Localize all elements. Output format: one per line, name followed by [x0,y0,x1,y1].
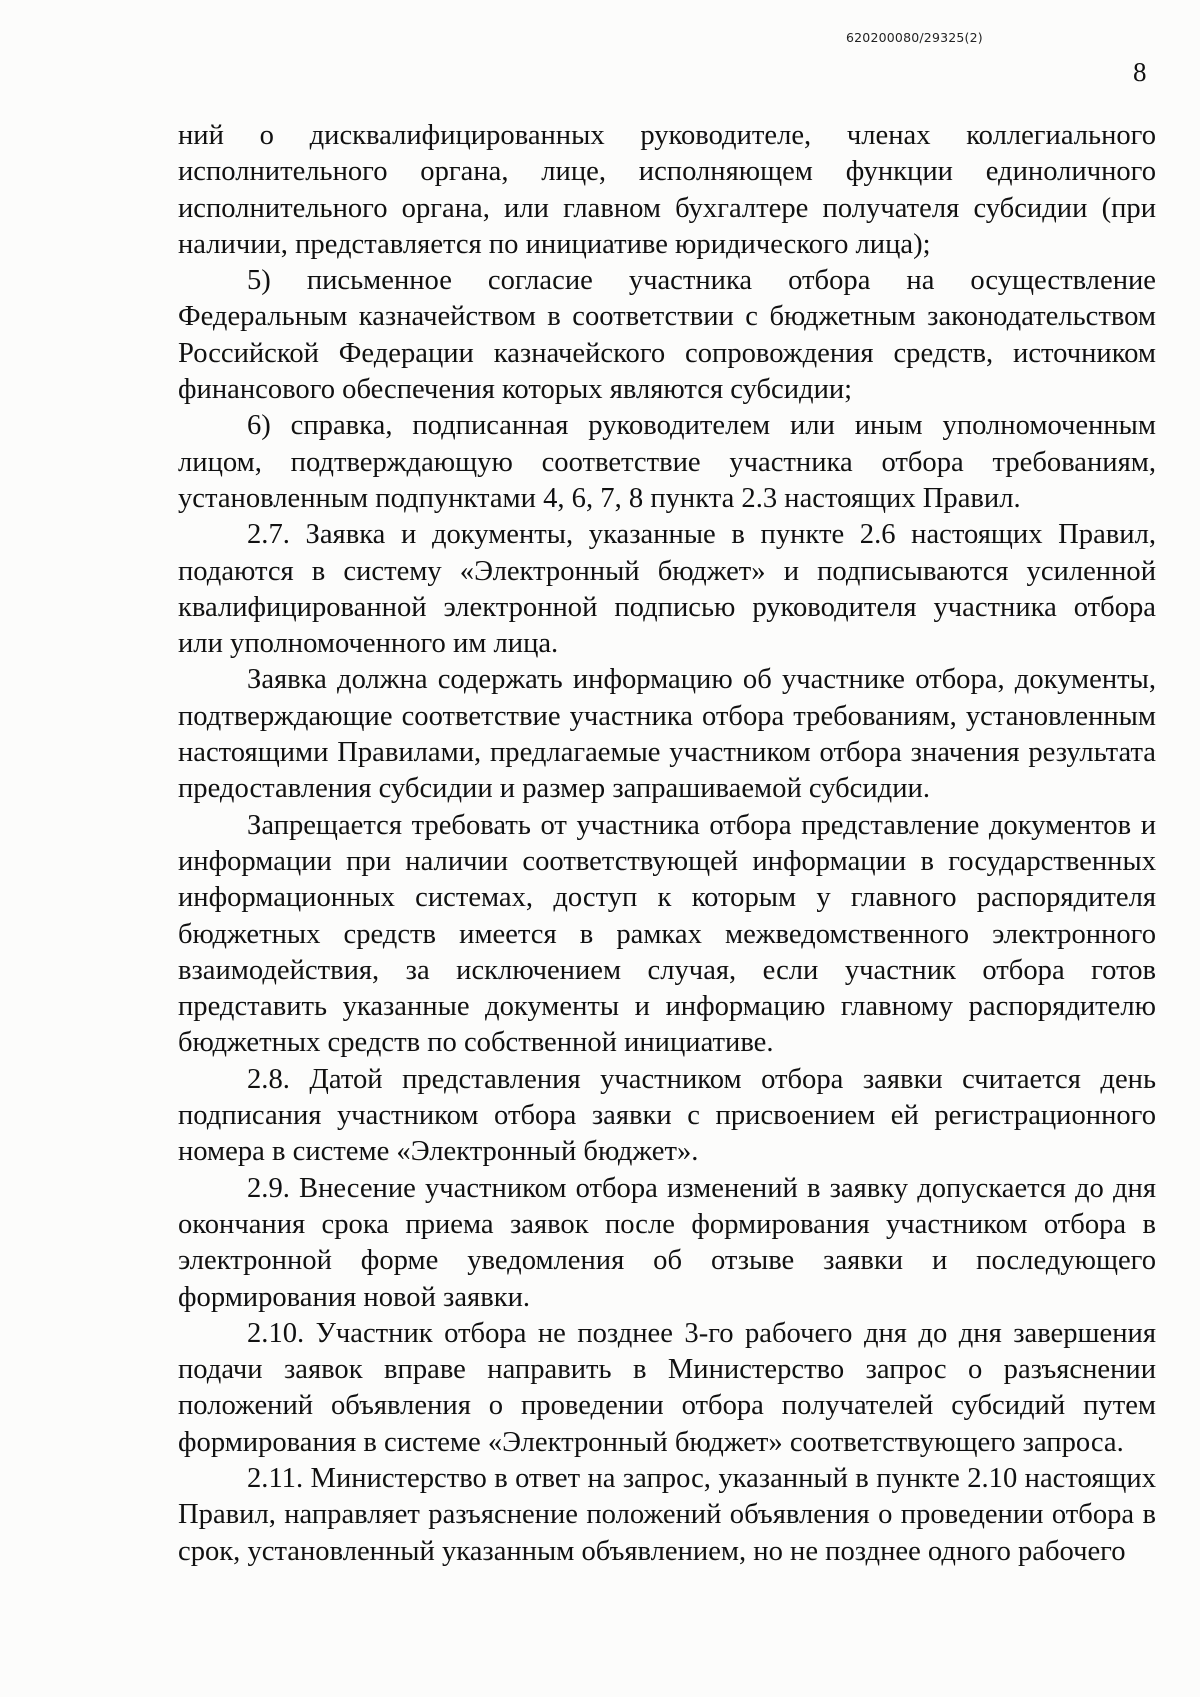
paragraph-item-6: 6) справка, подписанная руководителем или иным уполномоченным лицом, подтверждающую соответствие участника отбора требованиям, установленным подпунктами 4, 6, 7, 8 пункта 2.3 настоящих Правил. [178,410,1156,514]
paragraph-continuation: ний о дисквалифицированных руководителе, членах коллегиального исполнительного органа, лице, исполняющем функции единоличного исполнительного органа, или главном бухгалтере получателя субсидии (при наличии, представляется по инициативе юридического лица); [178,120,1156,260]
paragraph-2-7: 2.7. Заявка и документы, указанные в пункте 2.6 настоящих Правил, подаются в систему «Электронный бюджет» и подписываются усиленной квалифицированной электронной подписью руководителя участника отбора или уполномоченного им лица. [178,519,1156,660]
paragraph-prohibition: Запрещается требовать от участника отбора представление документов и информации при наличии соответствующей информации в государственных информационных системах, доступ к которым у главного распорядителя бюджетных средств имеется в рамках межведомственного электронного взаимодействия, за исключением случая, если участник отбора готов представить указанные документы и информацию главному распорядителю бюджетных средств по собственной инициативе. [178,809,1156,1059]
paragraph-application-content: Заявка должна содержать информацию об участнике отбора, документы, подтверждающие соответствие участника отбора требованиям, установленным настоящими Правилами, предлагаемые участником отбора значения результата предоставления субсидии и размер запрашиваемой субсидии. [178,664,1156,805]
paragraph-2-8: 2.8. Датой представления участником отбора заявки считается день подписания участником отбора заявки с присвоением ей регистрационного номера в системе «Электронный бюджет». [178,1063,1156,1168]
document-body [178,118,1156,1570]
paragraph-2-9: 2.9. Внесение участником отбора изменений в заявку допускается до дня окончания срока приема заявок после формирования участником отбора в электронной форме уведомления об отзыве заявки и последующего формирования новой заявки. [178,1172,1156,1313]
paragraph-2-11: 2.11. Министерство в ответ на запрос, указанный в пункте 2.10 настоящих Правил, направляет разъяснение положений объявления о проведении отбора в срок, установленный указанным объявлением, но не позднее одного рабочего [178,1462,1156,1567]
page-number: 8 [1133,57,1147,87]
paragraph-2-10: 2.10. Участник отбора не позднее 3-го рабочего дня до дня завершения подачи заявок вправе направить в Министерство запрос о разъяснении положений объявления о проведении отбора получателей субсидий путем формирования в системе «Электронный бюджет» соответствующего запроса. [178,1317,1156,1458]
paragraph-item-5: 5) письменное согласие участника отбора на осуществление Федеральным казначейством в соответствии с бюджетным законодательством Российской Федерации казначейского сопровождения средств, источником финансового обеспечения которых являются субсидии; [178,265,1156,406]
document-code: 620200080/29325(2) [846,30,983,45]
